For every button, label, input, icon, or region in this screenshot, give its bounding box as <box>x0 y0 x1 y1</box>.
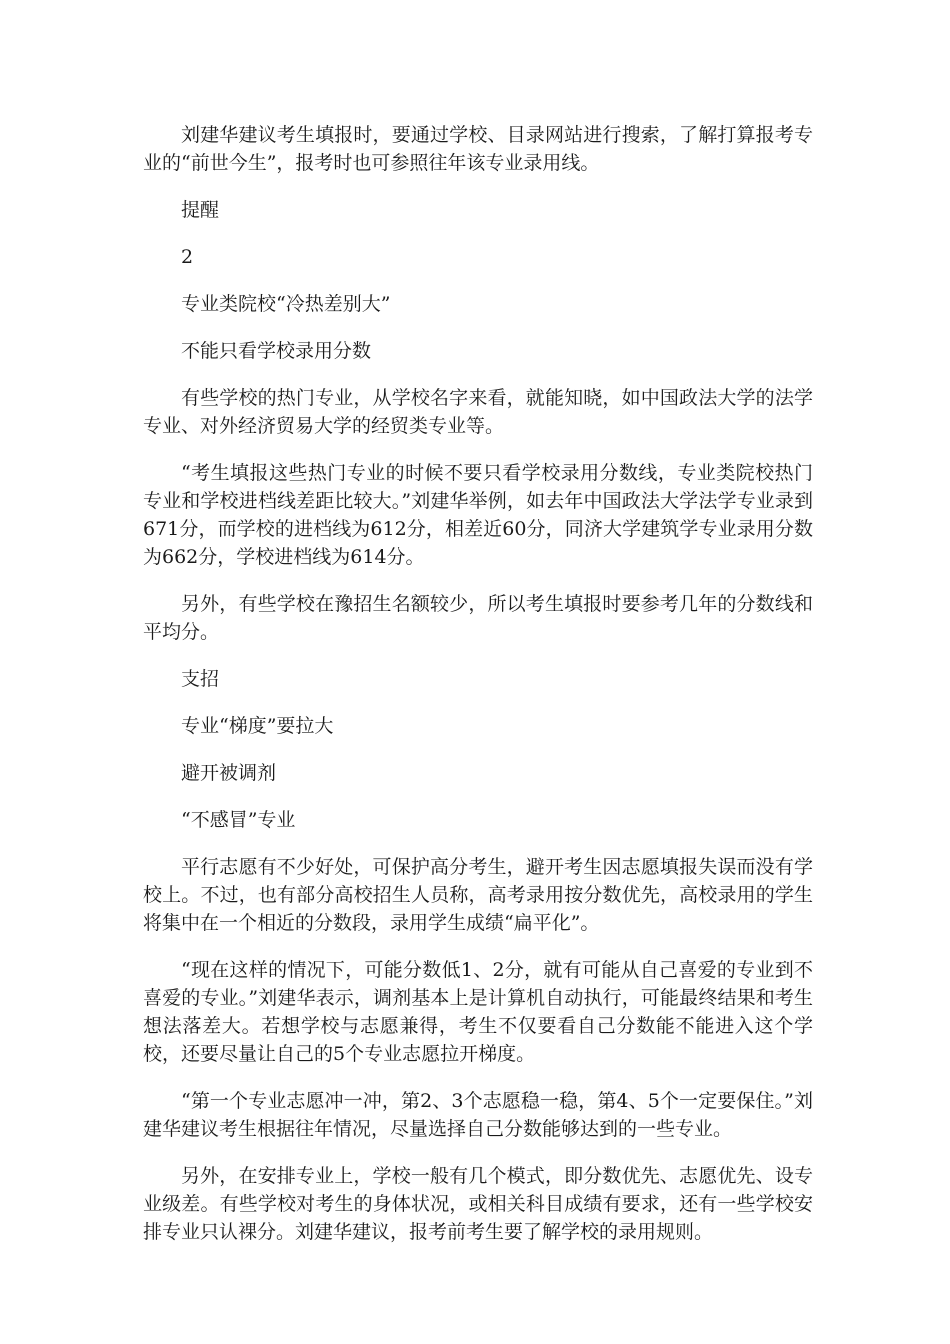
section-heading: 专业“梯度”要拉大 <box>181 715 334 737</box>
paragraph: 另外，有些学校在豫招生名额较少，所以考生填报时要参考几年的分数线和平均分。 <box>143 593 813 643</box>
paragraph: 另外，在安排专业上，学校一般有几个模式，即分数优先、志愿优先、设专业级差。有些学校对考生的身体状况，或相关科目成绩有要求，还有一些学校安排专业只认裸分。刘建华建议，报考前考生要了解学校的录用规则。 <box>143 1165 813 1243</box>
article-body <box>143 121 813 1265</box>
section-label: 支招 <box>181 668 220 690</box>
section-subheading: 避开被调剂 <box>181 762 277 784</box>
paragraph: 有些学校的热门专业，从学校名字来看，就能知晓，如中国政法大学的法学专业、对外经济贸易大学的经贸类专业等。 <box>143 387 813 437</box>
paragraph: 刘建华建议考生填报时，要通过学校、目录网站进行搜索，了解打算报考专业的“前世今生”，报考时也可参照往年该专业录用线。 <box>143 124 813 174</box>
paragraph: “现在这样的情况下，可能分数低1、2分，就有可能从自己喜爱的专业到不喜爱的专业。”刘建华表示，调剂基本上是计算机自动执行，可能最终结果和考生想法落差大。若想学校与志愿兼得，考生不仅要看自己分数能不能进入这个学校，还要尽量让自己的5个专业志愿拉开梯度。 <box>143 959 813 1065</box>
paragraph: 平行志愿有不少好处，可保护高分考生，避开考生因志愿填报失误而没有学校上。不过，也有部分高校招生人员称，高考录用按分数优先，高校录用的学生将集中在一个相近的分数段，录用学生成绩“扁平化”。 <box>143 856 813 934</box>
section-subheading: 不能只看学校录用分数 <box>181 340 372 362</box>
section-label: 提醒 <box>181 199 220 221</box>
section-subheading: “不感冒”专业 <box>181 809 296 831</box>
paragraph: “第一个专业志愿冲一冲，第2、3个志愿稳一稳，第4、5个一定要保住。”刘建华建议考生根据往年情况，尽量选择自己分数能够达到的一些专业。 <box>143 1090 813 1140</box>
section-heading: 专业类院校“冷热差别大” <box>181 293 391 315</box>
section-number: 2 <box>181 246 194 268</box>
paragraph: “考生填报这些热门专业的时候不要只看学校录用分数线，专业类院校热门专业和学校进档线差距比较大。”刘建华举例，如去年中国政法大学法学专业录到671分，而学校的进档线为612分，相差近60分，同济大学建筑学专业录用分数为662分，学校进档线为614分。 <box>143 462 813 568</box>
